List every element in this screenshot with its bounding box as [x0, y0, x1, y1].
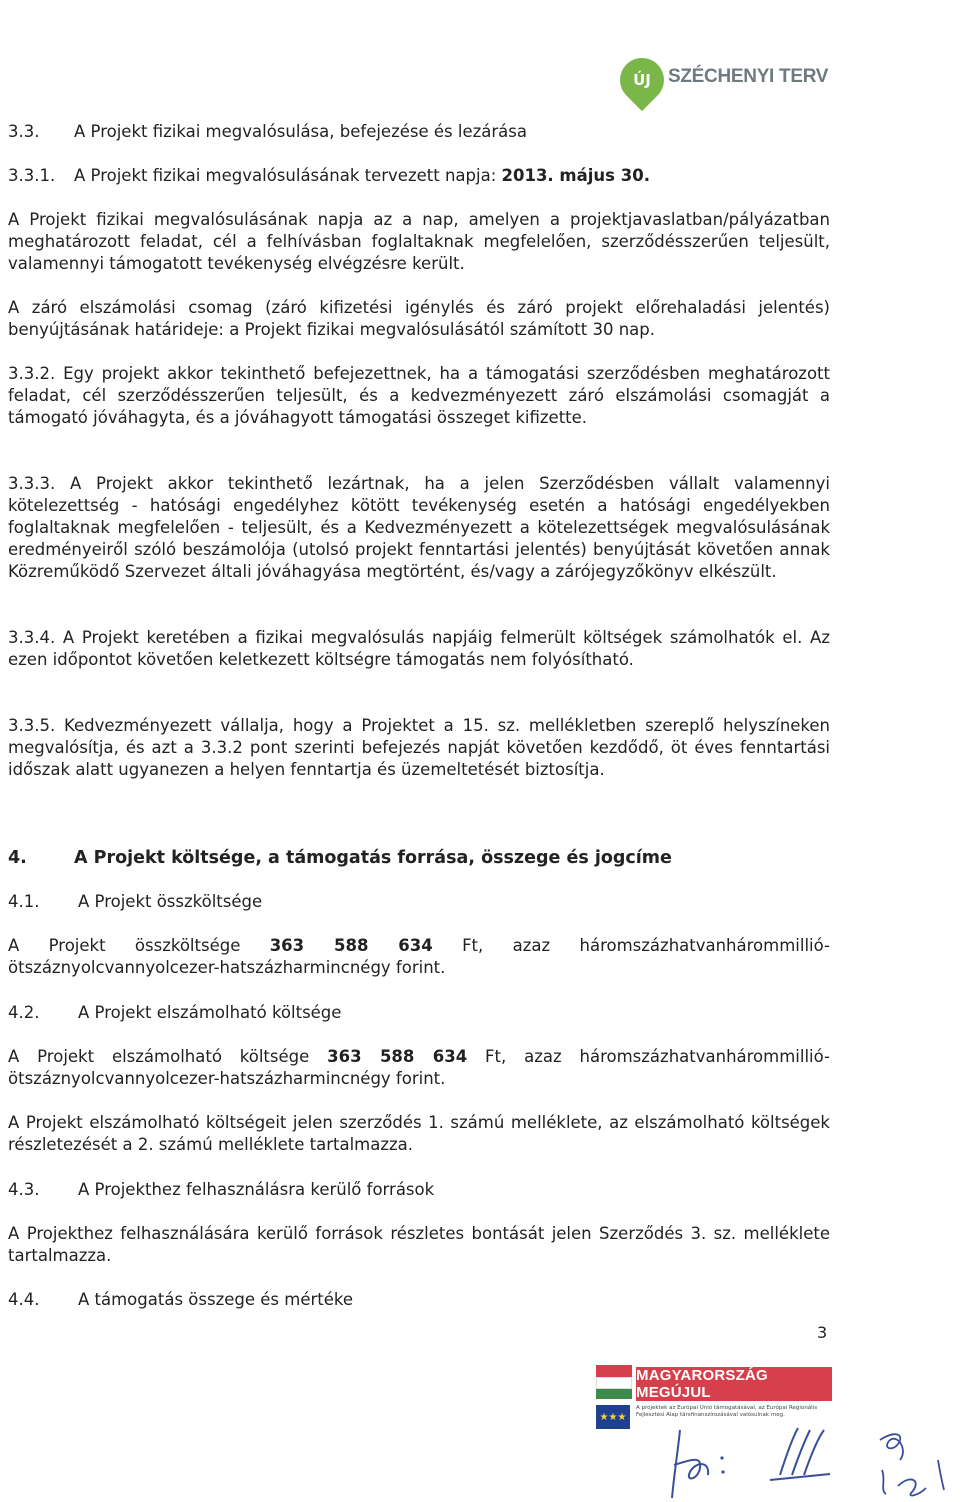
section-3-3-heading: 3.3. A Projekt fizikai megvalósulása, befejezése és lezárása: [8, 122, 527, 141]
szechenyi-terv-logo: [620, 58, 829, 108]
paragraph-3-3-2: 3.3.2. Egy projekt akkor tekinthető befejezettnek, ha a támogatási szerződésben meghatározott feladat, cél szerződésszerűen teljesült, és a kedvezményezett záró elszámolási csomagját a támogató jóváhagyta, és a jóváhagyott támogatási összeget kifizette.: [8, 364, 830, 427]
footer-small-text: A projektek az Európai Unió támogatásával, az Európai Regionális Fejlesztési Alap társfinanszírozásával valósulnak meg.: [636, 1405, 818, 1418]
section-4-3-heading: 4.3. A Projekthez felhasználásra kerülő források: [8, 1180, 435, 1199]
flag-red-stripe: [596, 1365, 632, 1377]
paragraph-total-cost: A Projekt összköltsége 363 588 634 Ft, azaz háromszázhatvanhárommillió-ötszáznyolcvannyolcezer-hatszázharmincnégy forint.: [8, 936, 830, 977]
paragraph-3-3-5: 3.3.5. Kedvezményezett vállalja, hogy a Projektet a 15. sz. mellékletben szereplő helyszíneken megvalósítja, és azt a 3.3.2 pont szerinti befejezés napját követően kezdődő, öt éves fenntartási időszak alatt ugyanezen a helyen fenntartja és üzemeltetését biztosítja.: [8, 716, 830, 779]
paragraph-eligible-cost-annex: A Projekt elszámolható költségeit jelen szerződés 1. számú melléklete, az elszámolható költségek részletezését a 2. számú melléklete tartalmazza.: [8, 1113, 830, 1154]
logo-text: SZÉCHENYI TERV: [668, 66, 829, 87]
eligible-cost-amount: 363 588 634: [327, 1047, 468, 1066]
eu-flag-icon: ★★★: [596, 1405, 630, 1429]
section-4-heading: 4. A Projekt költsége, a támogatás forrása, összege és jogcíme: [8, 848, 672, 868]
paragraph-physical-completion: A Projekt fizikai megvalósulásának napja az a nap, amelyen a projektjavaslatban/pályázatban meghatározott feladat, cél a felhívásban foglaltaknak megfelelően, szerződésszerűen teljesült, valamennyi támogatott tevékenység elvégzésre került.: [8, 210, 830, 273]
section-4-4-heading: 4.4. A támogatás összege és mértéke: [8, 1290, 353, 1309]
paragraph-3-3-3: 3.3.3. A Projekt akkor tekinthető lezártnak, ha a jelen Szerződésben vállalt valamennyi kötelezettség - hatósági engedélyhez kötött tevékenység esetén a hatósági engedélyekben foglaltaknak megfelelően - teljesült, és a Kedvezményezett a kötelezettségek megvalósulásának eredményeiről szóló beszámolója (utolsó projekt fenntartási jelentés) benyújtását követően annak Közreműködő Szervezet általi jóváhagyása megtörtént, és/vagy a zárójegyzőkönyv elkészült.: [8, 474, 830, 581]
handwritten-signature: [660, 1420, 960, 1502]
footer-banner: MAGYARORSZÁG MEGÚJUL: [636, 1367, 832, 1401]
paragraph-sources: A Projekthez felhasználására kerülő források részletes bontását jelen Szerződés 3. sz. melléklete tartalmazza.: [8, 1224, 830, 1265]
total-cost-amount: 363 588 634: [269, 936, 433, 955]
logo-badge: ÚJ: [633, 71, 651, 89]
completion-date: 2013. május 30.: [501, 166, 650, 185]
location-pin-icon: [611, 49, 673, 111]
paragraph-final-settlement: A záró elszámolási csomag (záró kifizetési igénylés és záró projekt előrehaladási jelentés) benyújtásának határideje: a Projekt fizikai megvalósulásától számított 30 nap.: [8, 298, 830, 339]
section-4-2-heading: 4.2. A Projekt elszámolható költsége: [8, 1003, 342, 1022]
page-number: 3: [817, 1323, 828, 1342]
section-4-1-heading: 4.1. A Projekt összköltsége: [8, 892, 263, 911]
paragraph-3-3-4: 3.3.4. A Projekt keretében a fizikai megvalósulás napjáig felmerült költségek számolhatók el. Az ezen időpontot követően keletkezett költségre támogatás nem folyósítható.: [8, 628, 830, 669]
paragraph-eligible-cost: A Projekt elszámolható költsége 363 588 634 Ft, azaz háromszázhatvanhárommillió-ötszáznyolcvannyolcezer-hatszázharmincnégy forint.: [8, 1047, 830, 1088]
flag-green-stripe: [596, 1389, 632, 1399]
flag-white-stripe: [596, 1377, 632, 1389]
section-3-3-1: 3.3.1. A Projekt fizikai megvalósulásának tervezett napja: 2013. május 30.: [8, 166, 650, 185]
